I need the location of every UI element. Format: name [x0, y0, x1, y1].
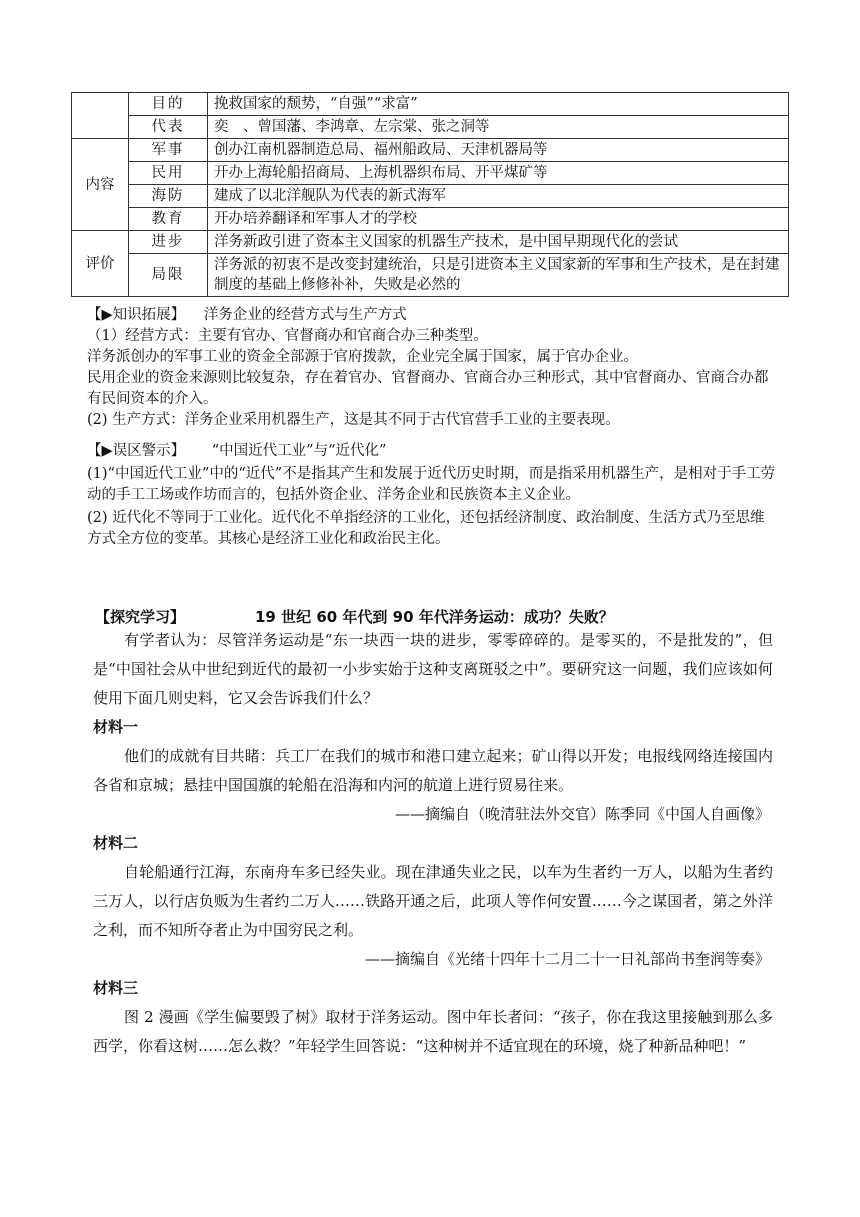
warning-section	[87, 441, 777, 550]
inquiry-tag: 【探究学习】	[95, 608, 186, 626]
row-content: 奕 、曾国藩、李鸿章、左宗棠、张之洞等	[208, 116, 789, 139]
table-row	[72, 139, 789, 162]
inquiry-body	[93, 626, 773, 1061]
section-cell: 内容	[72, 139, 129, 231]
material-text: 自轮船通行江海，东南舟车多已经失业。现在津通失业之民，以车为生者约一万人，以船为生者约三万人，以行店负贩为生者约二万人……铁路开通之后，此项人等作何安置……今之谋国者，第之外洋之利，而不知所夺者止为中国穷民之利。	[93, 863, 773, 939]
section-cell	[72, 93, 129, 139]
material-label: 材料二	[93, 834, 139, 852]
material-source: ——摘编自《光绪十四年十二月二十一日礼部尚书奎润等奏》	[364, 950, 770, 968]
warning-heading	[87, 441, 777, 462]
knowledge-heading	[87, 305, 777, 326]
row-label: 军事	[129, 139, 208, 162]
table-row	[72, 116, 789, 139]
row-label: 目的	[129, 93, 208, 116]
knowledge-line: 洋务派创办的军事工业的资金全部源于官府拨款，企业完全属于国家，属于官办企业。	[87, 349, 638, 365]
row-content: 洋务派的初衷不是改变封建统治，只是引进资本主义国家新的军事和生产技术，是在封建制度的基础上修修补补，失败是必然的	[208, 254, 789, 297]
row-label: 海防	[129, 185, 208, 208]
row-label: 进步	[129, 231, 208, 254]
warning-line: (1)“中国近代工业”中的“近代”不是指其产生和发展于近代历史时期，而是指采用机器生产，是相对于手工劳动的手工工场或作坊而言的，包括外资企业、洋务企业和民族资本主义企业。	[87, 466, 776, 503]
row-content: 建成了以北洋舰队为代表的新式海军	[208, 185, 789, 208]
material-source: ——摘编自（晚清驻法外交官）陈季同《中国人自画像》	[394, 805, 770, 823]
summary-table	[71, 92, 789, 297]
row-content: 开办培养翻译和军事人才的学校	[208, 208, 789, 231]
material-text: 图 2 漫画《学生偏要毁了树》取材于洋务运动。图中年长者问：“孩子，你在我这里接触到那么多西学，你看这树……怎么救？”年轻学生回答说：“这种树并不适宜现在的环境，烧了种新品种吧！”	[93, 1008, 773, 1055]
knowledge-title: 洋务企业的经营方式与生产方式	[203, 307, 407, 323]
knowledge-line: (2) 生产方式：洋务企业采用机器生产，这是其不同于古代官营手工业的主要表现。	[87, 412, 620, 428]
table-row	[72, 162, 789, 185]
knowledge-section	[87, 305, 777, 431]
table-row	[72, 93, 789, 116]
table-row	[72, 208, 789, 231]
knowledge-tag: 【▶知识拓展】	[87, 307, 186, 323]
warning-title: “中国近代工业”与“近代化”	[211, 443, 387, 459]
table-row	[72, 185, 789, 208]
table-row	[72, 231, 789, 254]
warning-line: (2) 近代化不等同于工业化。近代化不单指经济的工业化，还包括经济制度、政治制度、生活方式乃至思维方式全方位的变革。其核心是经济工业化和政治民主化。	[87, 510, 765, 547]
row-label: 代表	[129, 116, 208, 139]
row-label: 教育	[129, 208, 208, 231]
material-label: 材料一	[93, 718, 139, 736]
row-content: 挽救国家的颓势，“自强”“求富”	[208, 93, 789, 116]
knowledge-line: （1）经营方式：主要有官办、官督商办和官商合办三种类型。	[87, 328, 488, 344]
material-text: 他们的成就有目共睹：兵工厂在我们的城市和港口建立起来；矿山得以开发；电报线网络连接国内各省和京城；悬挂中国国旗的轮船在沿海和内河的航道上进行贸易往来。	[93, 747, 773, 794]
table-row	[72, 254, 789, 297]
knowledge-line: 民用企业的资金来源则比较复杂，存在着官办、官督商办、官商合办三种形式，其中官督商办、官商合办都有民间资本的介入。	[87, 370, 769, 407]
inquiry-heading	[95, 606, 775, 627]
material-label: 材料三	[93, 979, 139, 997]
row-label: 民用	[129, 162, 208, 185]
inquiry-intro: 有学者认为：尽管洋务运动是“东一块西一块的进步，零零碎碎的。是零买的，不是批发的”，但是“中国社会从中世纪到近代的最初一小步实始于这种支离斑驳之中”。要研究这一问题，我们应该如何使用下面几则史料，它又会告诉我们什么？	[93, 631, 773, 707]
inquiry-title: 19 世纪 60 年代到 90 年代洋务运动：成功？失败？	[255, 608, 614, 626]
row-content: 开办上海轮船招商局、上海机器织布局、开平煤矿等	[208, 162, 789, 185]
row-content: 创办江南机器制造总局、福州船政局、天津机器局等	[208, 139, 789, 162]
warning-tag: 【▶误区警示】	[87, 443, 186, 459]
row-label: 局限	[129, 254, 208, 297]
section-cell: 评价	[72, 231, 129, 297]
row-content: 洋务新政引进了资本主义国家的机器生产技术，是中国早期现代化的尝试	[208, 231, 789, 254]
